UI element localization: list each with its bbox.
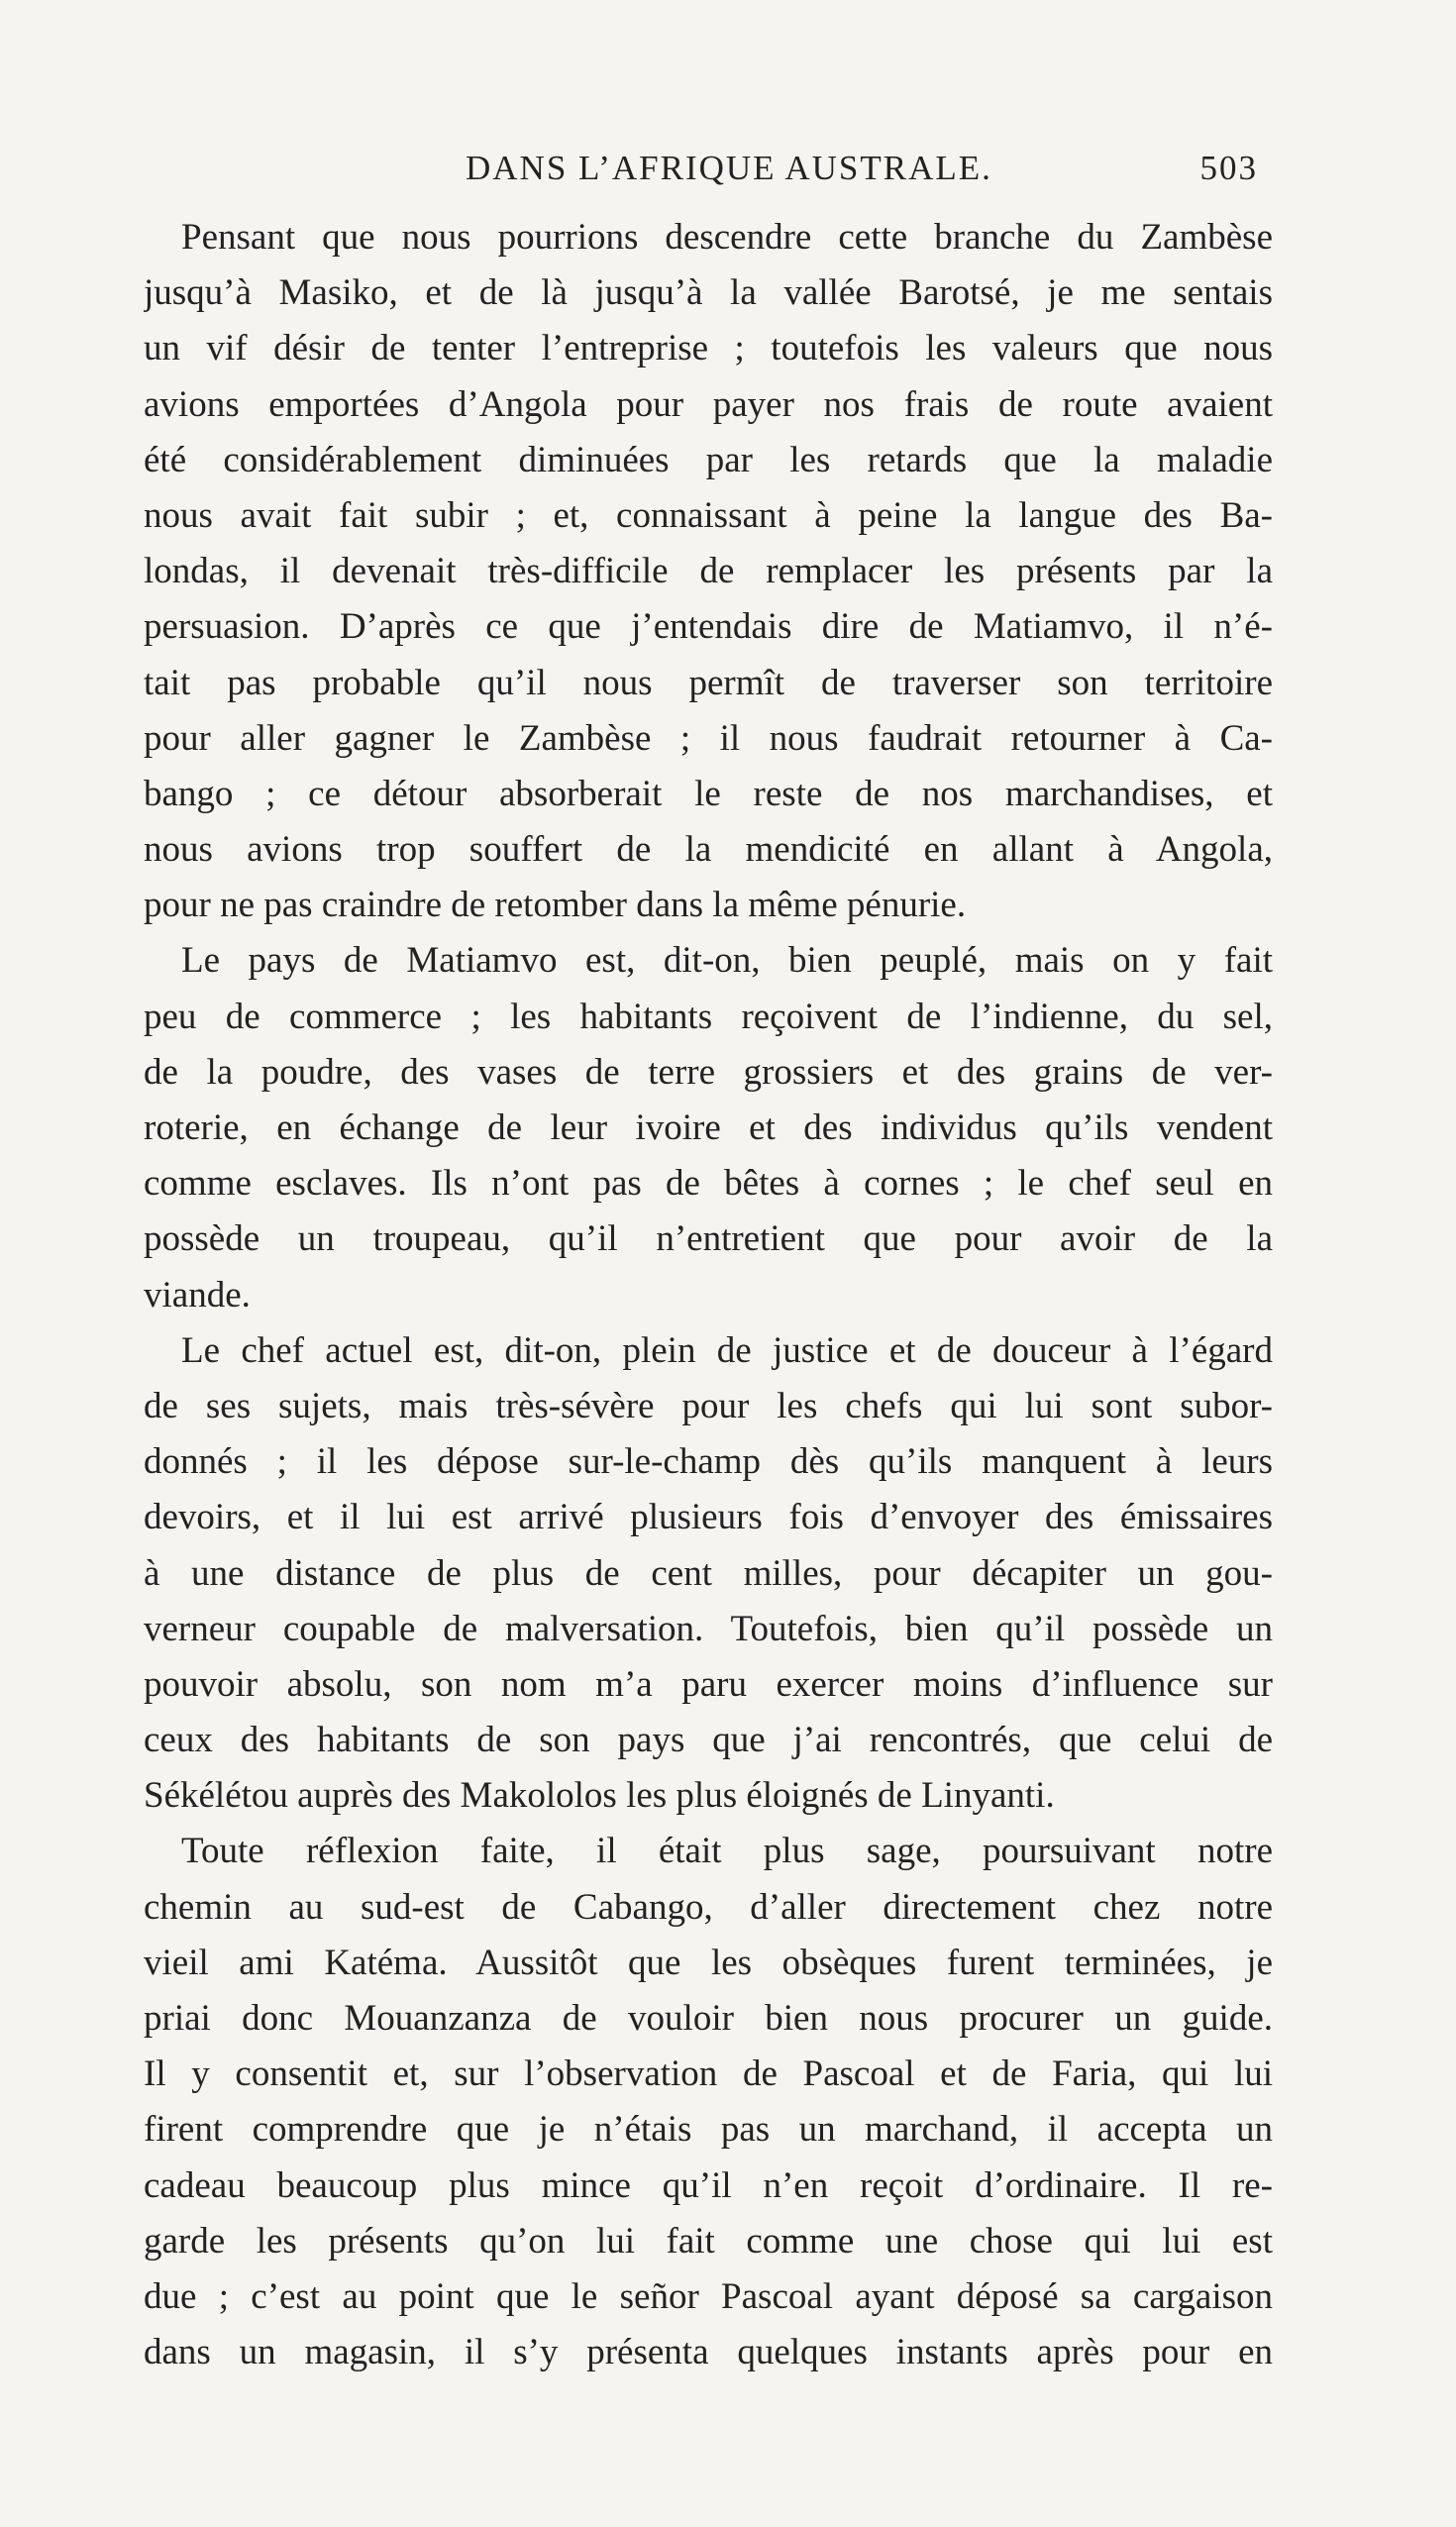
text-line: dans un magasin, il s’y présenta quelques instants après pour en <box>144 2332 1273 2373</box>
page-number: 503 <box>1199 149 1258 187</box>
text-line: vieil ami Katéma. Aussitôt que les obsèques furent terminées, je <box>144 1942 1273 1983</box>
text-line: garde les présents qu’on lui fait comme une chose qui lui est <box>144 2220 1273 2262</box>
text-line: été considérablement diminuées par les retards que la maladie <box>144 439 1273 480</box>
text-line: due ; c’est au point que le señor Pascoal ayant déposé sa cargaison <box>144 2275 1273 2317</box>
text-line: cadeau beaucoup plus mince qu’il n’en reçoit d’ordinaire. Il re- <box>144 2164 1273 2206</box>
text-line: priai donc Mouanzanza de vouloir bien nous procurer un guide. <box>144 1998 1273 2039</box>
text-line: de la poudre, des vases de terre grossiers et des grains de ver- <box>144 1051 1273 1093</box>
text-line: Pensant que nous pourrions descendre cette branche du Zambèse <box>181 217 1273 258</box>
text-line: jusqu’à Masiko, et de là jusqu’à la vallée Barotsé, je me sentais <box>144 272 1273 314</box>
text-line: peu de commerce ; les habitants reçoivent de l’indienne, du sel, <box>144 996 1273 1037</box>
text-line: Il y consentit et, sur l’observation de Pascoal et de Faria, qui lui <box>144 2053 1273 2095</box>
text-line: firent comprendre que je n’étais pas un marchand, il accepta un <box>144 2109 1273 2151</box>
running-head <box>188 149 1278 198</box>
body-text <box>144 210 1273 2380</box>
text-line: nous avions trop souffert de la mendicité en allant à Angola, <box>144 829 1273 871</box>
running-title: DANS L’AFRIQUE AUSTRALE. <box>466 149 992 187</box>
text-line: avions emportées d’Angola pour payer nos frais de route avaient <box>144 383 1273 425</box>
text-line: ceux des habitants de son pays que j’ai rencontrés, que celui de <box>144 1720 1273 1761</box>
text-line: pouvoir absolu, son nom m’a paru exercer moins d’influence sur <box>144 1663 1273 1705</box>
text-line: Le pays de Matiamvo est, dit-on, bien peuplé, mais on y fait <box>181 940 1273 982</box>
text-line: bango ; ce détour absorberait le reste de nos marchandises, et <box>144 773 1273 814</box>
text-line: tait pas probable qu’il nous permît de traverser son territoire <box>144 662 1273 703</box>
text-line: Sékélétou auprès des Makololos les plus éloignés de Linyanti. <box>144 1775 1055 1817</box>
text-line: comme esclaves. Ils n’ont pas de bêtes à cornes ; le chef seul en <box>144 1163 1273 1205</box>
text-line: à une distance de plus de cent milles, pour décapiter un gou- <box>144 1552 1273 1594</box>
text-line: verneur coupable de malversation. Toutefois, bien qu’il possède un <box>144 1608 1273 1649</box>
text-line: pour aller gagner le Zambèse ; il nous faudrait retourner à Ca- <box>144 717 1273 759</box>
text-line: persuasion. D’après ce que j’entendais dire de Matiamvo, il n’é- <box>144 606 1273 648</box>
text-line: donnés ; il les dépose sur-le-champ dès qu’ils manquent à leurs <box>144 1441 1273 1483</box>
text-line: londas, il devenait très-difficile de remplacer les présents par la <box>144 551 1273 592</box>
text-line: pour ne pas craindre de retomber dans la même pénurie. <box>144 885 967 926</box>
text-line: viande. <box>144 1274 251 1316</box>
text-line: roterie, en échange de leur ivoire et des individus qu’ils vendent <box>144 1107 1273 1148</box>
text-line: Toute réflexion faite, il était plus sage, poursuivant notre <box>181 1831 1273 1872</box>
text-line: de ses sujets, mais très-sévère pour les chefs qui lui sont subor- <box>144 1385 1273 1426</box>
text-line: Le chef actuel est, dit-on, plein de justice et de douceur à l’égard <box>181 1329 1273 1371</box>
text-line: devoirs, et il lui est arrivé plusieurs fois d’envoyer des émissaires <box>144 1497 1273 1538</box>
text-line: nous avait fait subir ; et, connaissant à peine la langue des Ba- <box>144 494 1273 536</box>
text-line: chemin au sud-est de Cabango, d’aller directement chez notre <box>144 1886 1273 1928</box>
text-line: possède un troupeau, qu’il n’entretient que pour avoir de la <box>144 1218 1273 1260</box>
text-line: un vif désir de tenter l’entreprise ; toutefois les valeurs que nous <box>144 328 1273 369</box>
